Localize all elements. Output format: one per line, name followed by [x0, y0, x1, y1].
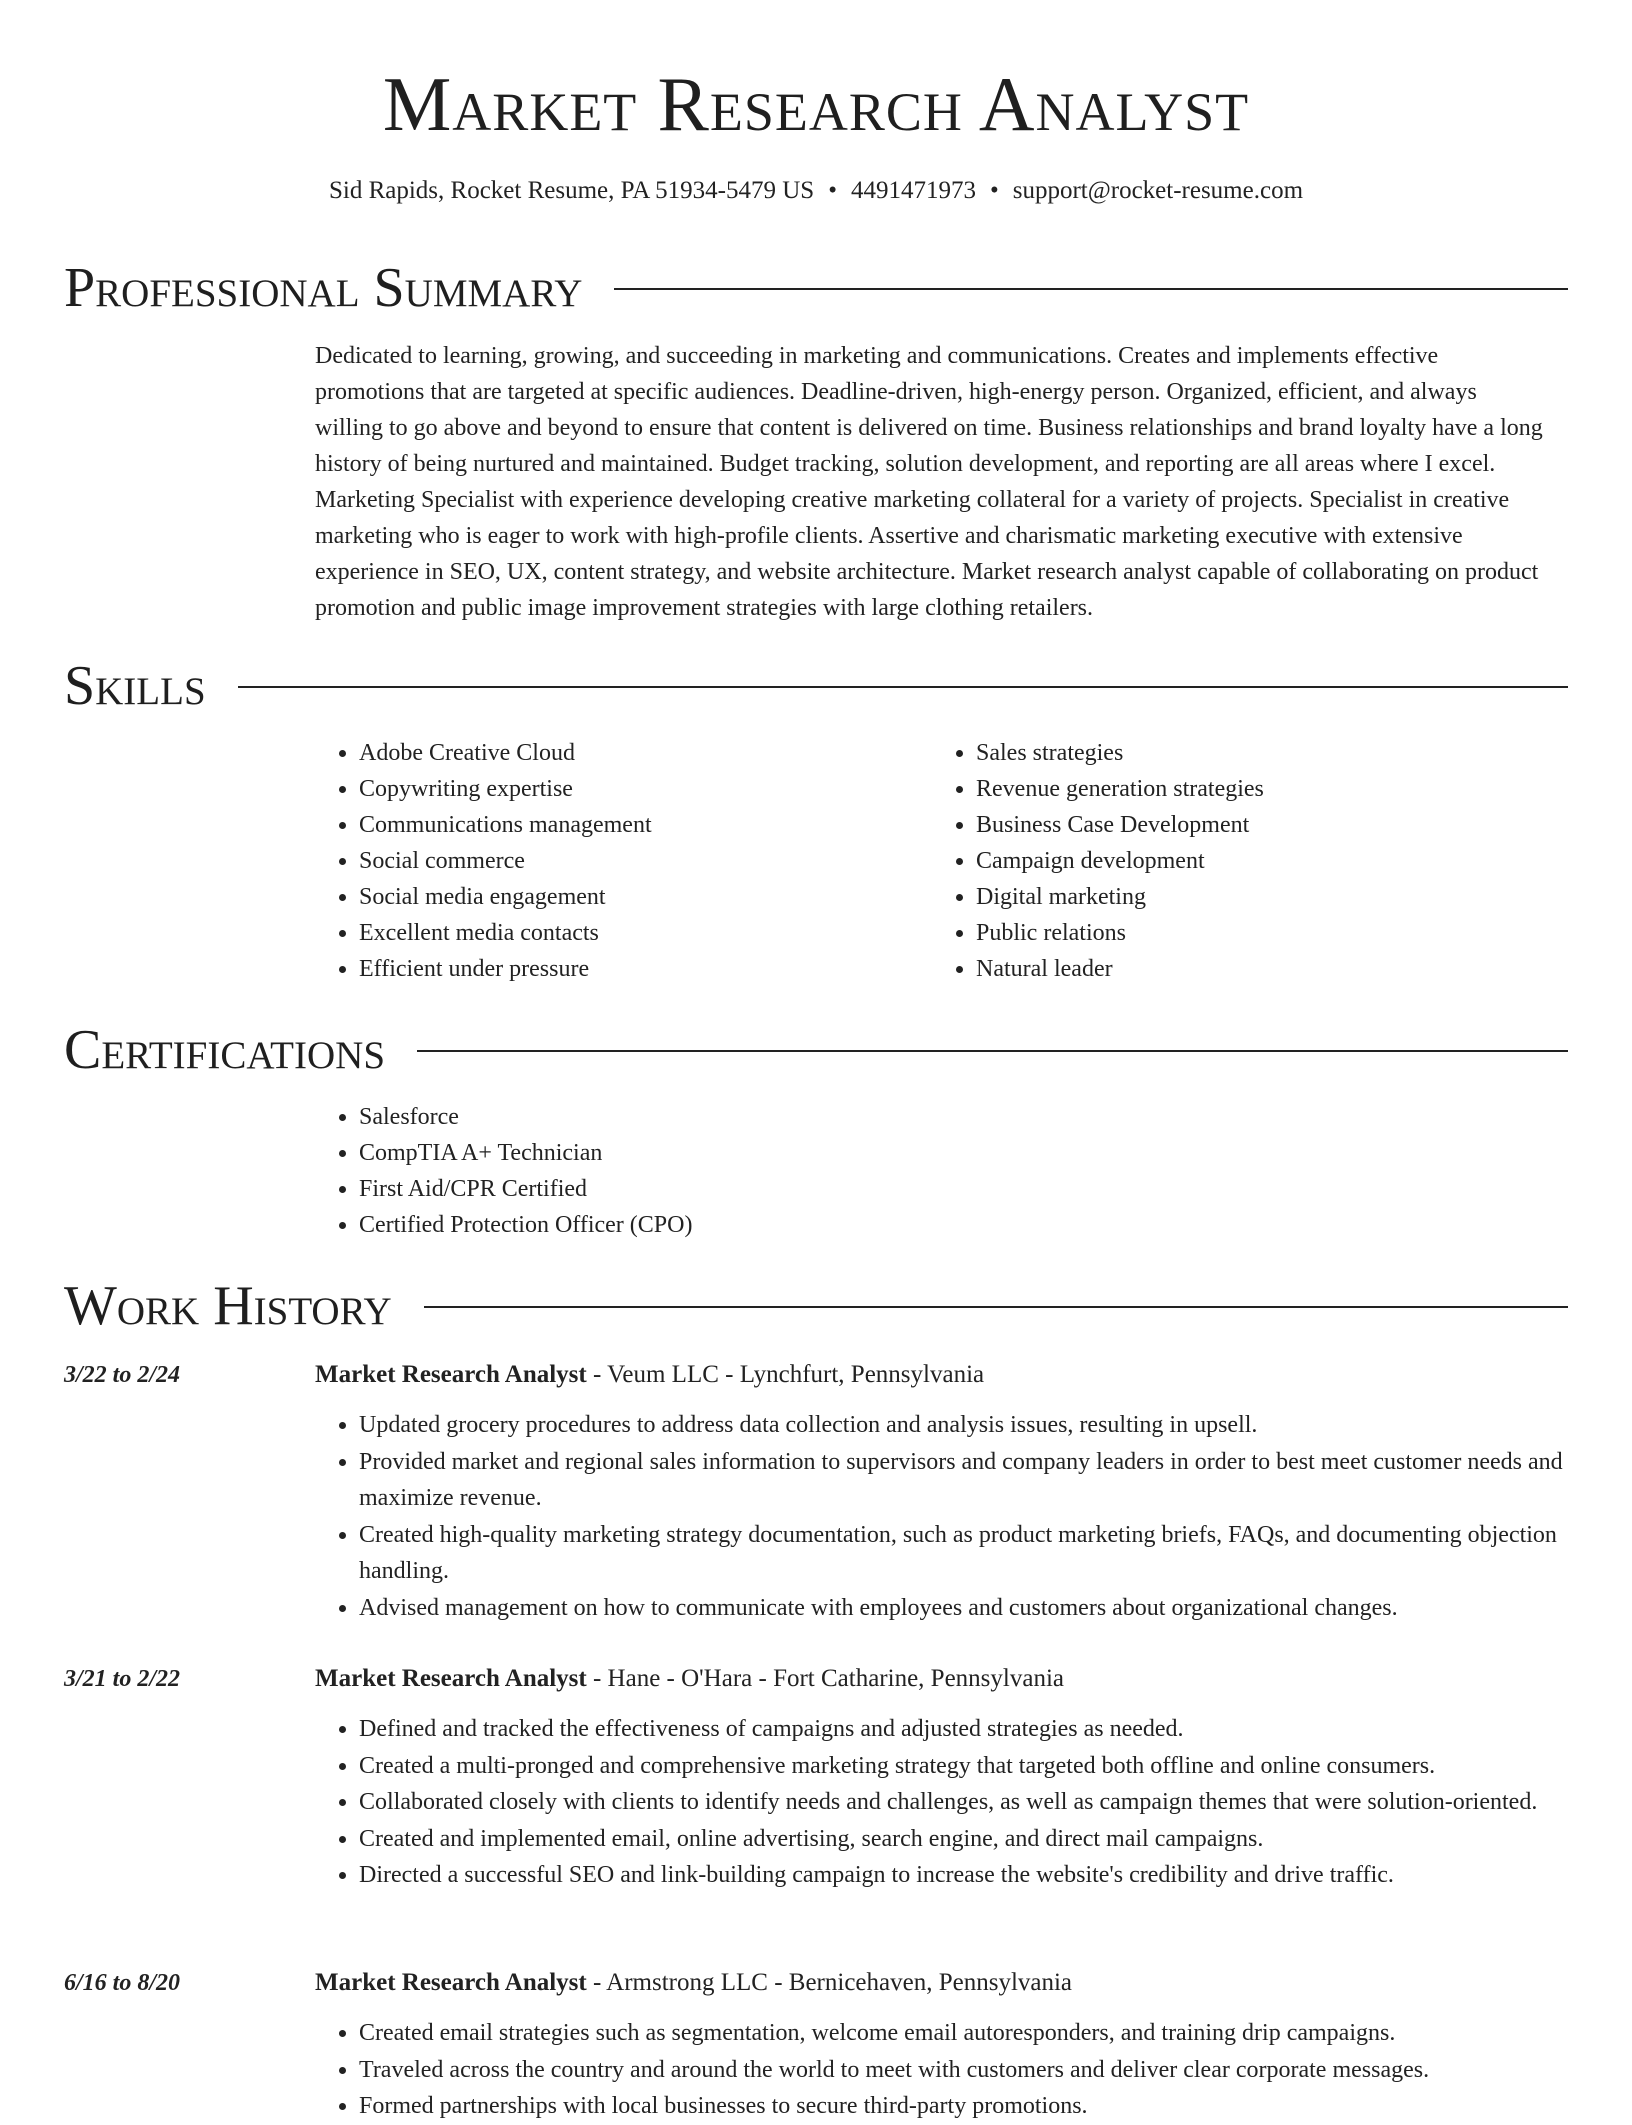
job-duty-item: • Collaborated closely with clients to identify needs and challenges, as well as campaign themes that were solution-oriented. — [359, 1784, 1568, 1821]
certifications-list — [315, 1099, 1215, 1243]
job-duties — [315, 1711, 1568, 1894]
job-duty-item: • Created a multi-pronged and comprehensive marketing strategy that targeted both offline and online consumers. — [359, 1748, 1568, 1785]
contact-line — [0, 174, 1632, 208]
certifications-section-title: Certifications — [64, 1019, 386, 1081]
job-duty-item: • Formed partnerships with local businesses to secure third-party promotions. — [359, 2088, 1568, 2125]
skills-section-title: Skills — [64, 655, 206, 717]
job-title: Market Research Analyst — [315, 1361, 587, 1388]
skill-item: • Sales strategies — [976, 735, 1532, 771]
job-duties — [315, 1407, 1568, 1626]
skill-item: • Copywriting expertise — [359, 771, 875, 807]
section-divider — [417, 1050, 1568, 1052]
job-duty-item: • Advised management on how to communicate with employees and customers about organizational changes. — [359, 1590, 1568, 1627]
contact-address: Sid Rapids, Rocket Resume, PA 51934-5479 US — [328, 177, 815, 204]
work-section-header — [64, 1271, 1568, 1341]
job-duty-item: • Directed a successful SEO and link-building campaign to increase the website's credibility and drive traffic. — [359, 1857, 1568, 1894]
job-duties — [315, 2015, 1568, 2125]
work-section-title: Work History — [64, 1275, 392, 1337]
summary-text: Dedicated to learning, growing, and succeeding in marketing and communications. Creates and implements effective promotions that are targeted at specific audiences. Deadline-driven, high-energy person. Organized, efficient, and always willing to go above and beyond to ensure that content is delivered on time. Business relationships and brand loyalty have a long history of being nurtured and maintained. Budget tracking, solution development, and reporting are all areas where I excel. Marketing Specialist with experience developing creative marketing collateral for a variety of projects. Specialist in creative marketing who is eager to work with high-profile clients. Assertive and charismatic marketing executive with extensive experience in SEO, UX, content strategy, and website architecture. Market research analyst capable of collaborating on product promotion and public image improvement strategies with large clothing retailers. — [315, 343, 1543, 621]
job-duty-item: • Traveled across the country and around the world to meet with customers and deliver clear corporate messages. — [359, 2052, 1568, 2089]
summary-section-title: Professional Summary — [64, 257, 583, 319]
certification-item: • First Aid/CPR Certified — [359, 1171, 1215, 1207]
skills-section-header — [64, 651, 1568, 721]
job-company-location: - Hane - O'Hara - Fort Catharine, Pennsylvania — [586, 1665, 1064, 1692]
skills-column-left — [315, 735, 875, 987]
skill-item: • Social commerce — [359, 843, 875, 879]
job-company-location: - Armstrong LLC - Bernicehaven, Pennsylvania — [586, 1969, 1073, 1996]
job-heading — [315, 1357, 984, 1393]
skill-item: • Campaign development — [976, 843, 1532, 879]
skill-item: • Revenue generation strategies — [976, 771, 1532, 807]
skill-item: • Business Case Development — [976, 807, 1532, 843]
section-divider — [614, 288, 1568, 290]
contact-separator: • — [828, 177, 837, 204]
skill-item: • Efficient under pressure — [359, 951, 875, 987]
job-duty-item: • Created email strategies such as segmentation, welcome email autoresponders, and training drip campaigns. — [359, 2015, 1568, 2052]
certification-item: • CompTIA A+ Technician — [359, 1135, 1215, 1171]
certification-item: • Salesforce — [359, 1099, 1215, 1135]
section-divider — [238, 686, 1568, 688]
job-duty-item: • Created high-quality marketing strategy documentation, such as product marketing briefs, FAQs, and documenting objection handling. — [359, 1517, 1568, 1590]
job-duty-item: • Provided market and regional sales information to supervisors and company leaders in order to best meet customer needs and maximize revenue. — [359, 1444, 1568, 1517]
contact-separator: • — [989, 177, 999, 204]
contact-email: support@rocket-resume.com — [1012, 177, 1304, 204]
certifications-section-header — [64, 1015, 1568, 1085]
section-divider — [424, 1306, 1568, 1308]
job-dates: 3/22 to 2/24 — [64, 1362, 181, 1388]
job-heading — [315, 1661, 1064, 1697]
skill-item: • Public relations — [976, 915, 1532, 951]
job-duty-item: • Defined and tracked the effectiveness of campaigns and adjusted strategies as needed. — [359, 1711, 1568, 1748]
summary-section-header — [64, 253, 1568, 323]
job-dates: 6/16 to 8/20 — [64, 1970, 181, 1996]
skills-column-right — [932, 735, 1532, 987]
skill-item: • Excellent media contacts — [359, 915, 875, 951]
resume-name-heading: Market Research Analyst — [382, 61, 1250, 147]
job-title: Market Research Analyst — [315, 1665, 587, 1692]
skill-item: • Adobe Creative Cloud — [359, 735, 875, 771]
job-duty-item: • Created and implemented email, online advertising, search engine, and direct mail campaigns. — [359, 1821, 1568, 1858]
certification-item: • Certified Protection Officer (CPO) — [359, 1207, 1215, 1243]
job-dates: 3/21 to 2/22 — [64, 1666, 181, 1692]
job-title: Market Research Analyst — [315, 1969, 587, 1996]
job-heading — [315, 1965, 1072, 2001]
skill-item: • Communications management — [359, 807, 875, 843]
skill-item: • Social media engagement — [359, 879, 875, 915]
contact-phone: 4491471973 — [850, 177, 976, 204]
job-duty-item: • Updated grocery procedures to address data collection and analysis issues, resulting in upsell. — [359, 1407, 1568, 1444]
job-company-location: - Veum LLC - Lynchfurt, Pennsylvania — [586, 1361, 985, 1388]
skill-item: • Natural leader — [976, 951, 1532, 987]
skill-item: • Digital marketing — [976, 879, 1532, 915]
